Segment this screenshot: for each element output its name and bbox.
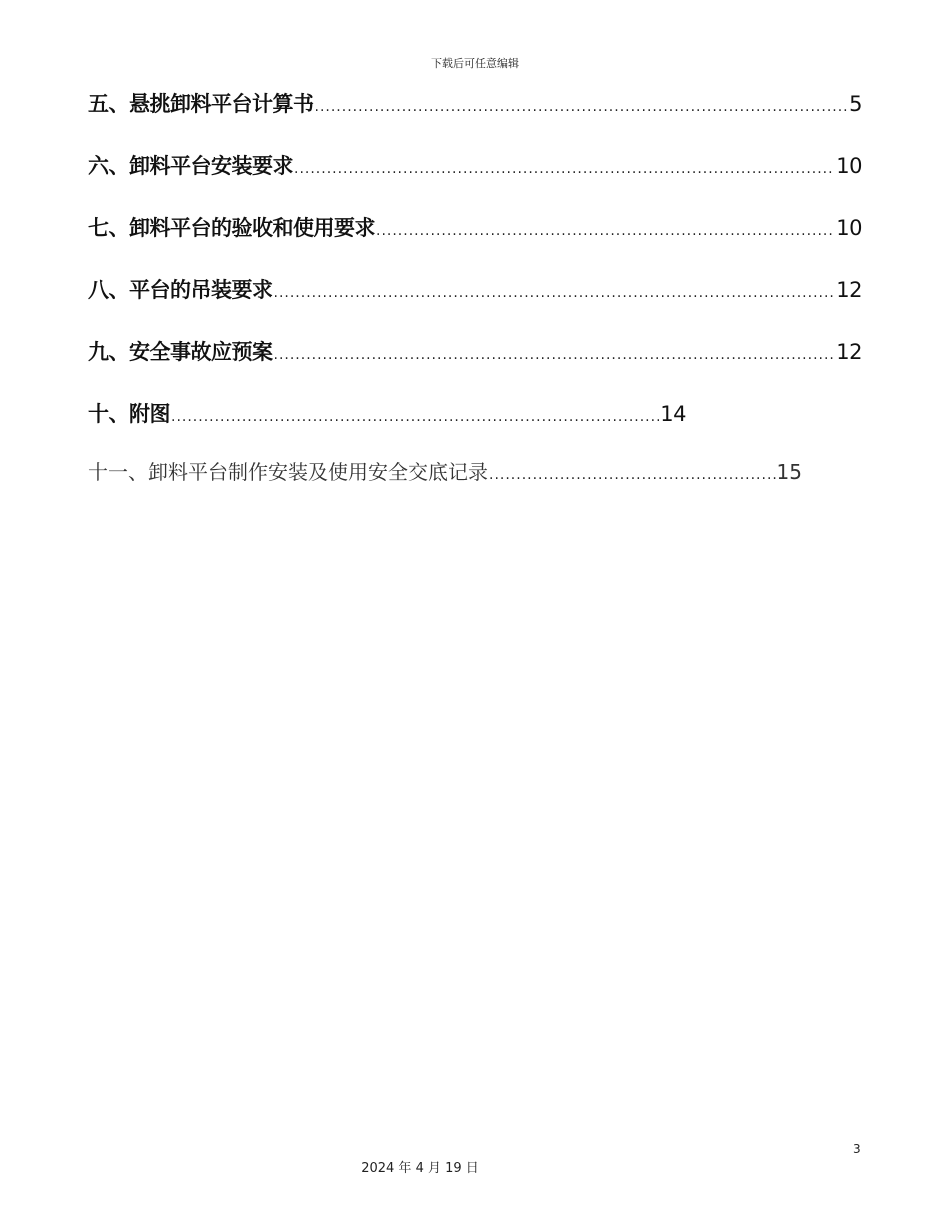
page-number: 3 (853, 1142, 861, 1156)
toc-entry-page: 5 (849, 92, 862, 116)
toc-entry-title: 八、平台的吊装要求 (88, 278, 273, 302)
toc-entry-title: 九、安全事故应预案 (88, 340, 273, 364)
table-of-contents (88, 88, 862, 496)
header-note: 下载后可任意编辑 (431, 57, 519, 70)
footer-date: 2024 年 4 月 19 日 (361, 1161, 479, 1176)
toc-dot-leader (274, 285, 836, 302)
toc-entry-page: 10 (836, 216, 862, 240)
toc-entry-page: 12 (836, 340, 862, 364)
toc-dot-leader (294, 161, 835, 178)
toc-dot-leader (315, 99, 849, 116)
toc-entry[interactable] (88, 456, 802, 496)
toc-entry-title: 七、卸料平台的验收和使用要求 (88, 216, 375, 240)
toc-entry[interactable] (88, 398, 686, 460)
toc-entry-page: 14 (660, 402, 686, 426)
toc-entry-page: 15 (776, 460, 802, 484)
toc-dot-leader (376, 223, 835, 240)
toc-entry-title: 十一、卸料平台制作安装及使用安全交底记录 (88, 460, 488, 484)
toc-entry[interactable] (88, 212, 862, 274)
toc-dot-leader (171, 409, 659, 426)
toc-entry-page: 12 (836, 278, 862, 302)
toc-entry[interactable] (88, 150, 862, 212)
toc-entry[interactable] (88, 88, 862, 150)
toc-entry-title: 六、卸料平台安装要求 (88, 154, 293, 178)
toc-entry-title: 十、附图 (88, 402, 170, 426)
toc-entry[interactable] (88, 336, 862, 398)
toc-entry-page: 10 (836, 154, 862, 178)
toc-entry[interactable] (88, 274, 862, 336)
toc-dot-leader (274, 347, 836, 364)
toc-dot-leader (489, 467, 776, 484)
toc-entry-title: 五、悬挑卸料平台计算书 (88, 92, 314, 116)
